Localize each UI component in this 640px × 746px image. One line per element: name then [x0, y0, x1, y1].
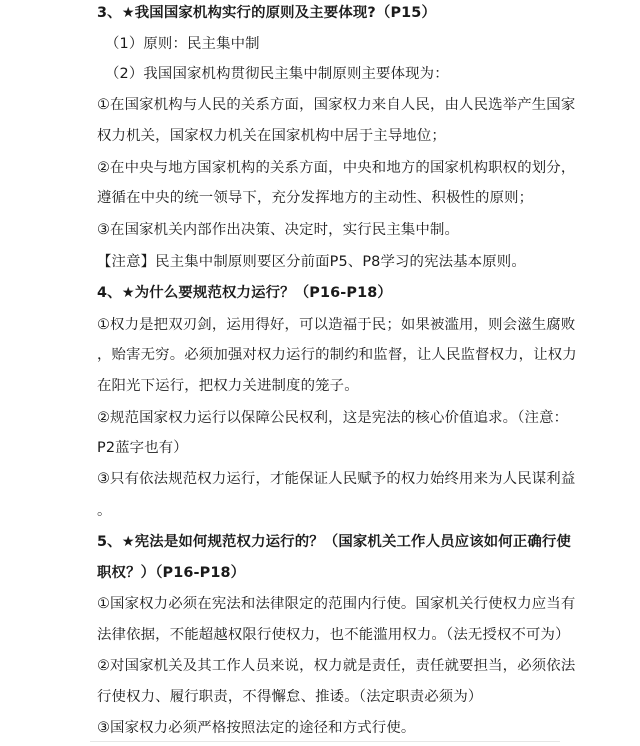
text-line: ②在中央与地方国家机构的关系方面，中央和地方的国家机构职权的划分，: [97, 160, 576, 176]
page-divider: [90, 741, 560, 742]
section-heading-4: 4、★为什么要规范权力运行？（P16-P18）: [97, 285, 392, 301]
text-line: 法律依据，不能超越权限行使权力，也不能滥用权力。（法无授权不可为）: [97, 627, 570, 643]
section-heading-5: 5、★宪法是如何规范权力运行的？（国家机关工作人员应该如何正确行使: [97, 534, 571, 550]
text-line: （2）我国国家机构贯彻民主集中制原则主要体现为：: [105, 66, 449, 82]
text-line: ①权力是把双刃剑，运用得好，可以造福于民；如果被滥用，则会滋生腐败: [97, 317, 576, 333]
note-line: 【注意】民主集中制原则要区分前面P5、P8学习的宪法基本原则。: [97, 254, 526, 270]
text-line: 遵循在中央的统一领导下，充分发挥地方的主动性、积极性的原则；: [97, 190, 534, 206]
text-line: ③只有依法规范权力运行，才能保证人民赋予的权力始终用来为人民谋利益: [97, 471, 576, 487]
text-line: ①国家权力必须在宪法和法律限定的范围内行使。国家机关行使权力应当有: [97, 596, 576, 612]
text-line: ③国家权力必须严格按照法定的途径和方式行使。: [97, 720, 416, 736]
section-heading-5-cont: 职权？）（P16-P18）: [97, 565, 246, 581]
text-line: 权力机关，国家权力机关在国家机构中居于主导地位；: [97, 128, 446, 144]
text-line: ，贻害无穷。必须加强对权力运行的制约和监督，让人民监督权力，让权力: [97, 347, 577, 363]
text-line: 。: [97, 503, 112, 519]
text-line: ②规范国家权力运行以保障公民权利，这是宪法的核心价值追求。（注意：: [97, 410, 569, 426]
text-line: ③在国家机关内部作出决策、决定时，实行民主集中制。: [97, 222, 460, 238]
text-line: P2蓝字也有）: [97, 440, 188, 456]
text-line: ②对国家机关及其工作人员来说，权力就是责任，责任就要担当，必须依法: [97, 658, 576, 674]
section-heading-3: 3、★我国国家机构实行的原则及主要体现?（P15）: [97, 5, 437, 21]
text-line: 行使权力、履行职责，不得懈怠、推诿。（法定职责必须为）: [97, 689, 483, 705]
text-line: ①在国家机构与人民的关系方面，国家权力来自人民，由人民选举产生国家: [97, 97, 576, 113]
text-line: 在阳光下运行，把权力关进制度的笼子。: [97, 378, 359, 394]
text-line: （1）原则：民主集中制: [105, 36, 260, 52]
